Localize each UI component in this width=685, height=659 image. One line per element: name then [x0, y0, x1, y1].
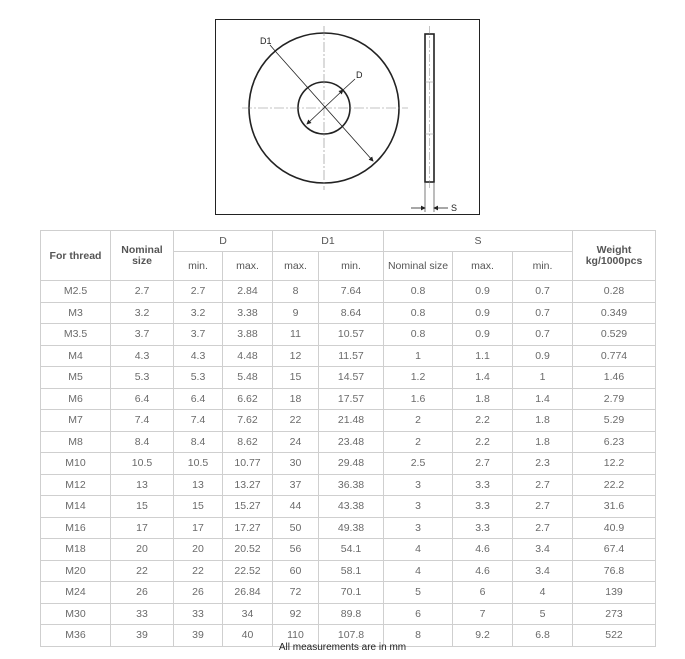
table-row — [41, 281, 656, 303]
table-row — [41, 345, 656, 367]
table-row — [41, 582, 656, 604]
cell-nominal: 2.7 — [111, 281, 174, 303]
cell-s-nominal: 0.8 — [384, 324, 453, 346]
cell-s-max: 2.2 — [453, 431, 513, 453]
cell-weight: 522 — [573, 625, 656, 647]
cell-d-max: 3.38 — [223, 302, 273, 324]
cell-nominal: 20 — [111, 539, 174, 561]
cell-d-max: 6.62 — [223, 388, 273, 410]
cell-thread: M20 — [41, 560, 111, 582]
table-row — [41, 517, 656, 539]
cell-d1-max: 8 — [273, 281, 319, 303]
table-row — [41, 367, 656, 389]
cell-d1-max: 72 — [273, 582, 319, 604]
cell-thread: M3 — [41, 302, 111, 324]
cell-s-max: 4.6 — [453, 560, 513, 582]
table-row — [41, 388, 656, 410]
cell-weight: 22.2 — [573, 474, 656, 496]
cell-s-min: 0.7 — [513, 324, 573, 346]
cell-nominal: 17 — [111, 517, 174, 539]
cell-d1-max: 24 — [273, 431, 319, 453]
cell-d-max: 40 — [223, 625, 273, 647]
cell-d1-min: 43.38 — [319, 496, 384, 518]
washer-diagram-svg — [216, 20, 481, 216]
cell-d-min: 3.2 — [174, 302, 223, 324]
table-row — [41, 474, 656, 496]
cell-thread: M30 — [41, 603, 111, 625]
cell-s-nominal: 6 — [384, 603, 453, 625]
cell-d1-max: 30 — [273, 453, 319, 475]
cell-nominal: 10.5 — [111, 453, 174, 475]
cell-weight: 273 — [573, 603, 656, 625]
cell-weight: 139 — [573, 582, 656, 604]
cell-s-nominal: 8 — [384, 625, 453, 647]
header-s-max: max. — [453, 252, 513, 281]
cell-d-min: 10.5 — [174, 453, 223, 475]
cell-s-max: 3.3 — [453, 517, 513, 539]
cell-d1-max: 11 — [273, 324, 319, 346]
cell-nominal: 8.4 — [111, 431, 174, 453]
cell-s-min: 0.7 — [513, 281, 573, 303]
header-group-d: D — [174, 231, 273, 252]
cell-s-nominal: 0.8 — [384, 281, 453, 303]
cell-d-min: 13 — [174, 474, 223, 496]
cell-nominal: 7.4 — [111, 410, 174, 432]
cell-s-nominal: 4 — [384, 539, 453, 561]
cell-d1-max: 18 — [273, 388, 319, 410]
cell-s-max: 0.9 — [453, 302, 513, 324]
cell-d1-max: 15 — [273, 367, 319, 389]
cell-s-min: 1.4 — [513, 388, 573, 410]
cell-d1-min: 23.48 — [319, 431, 384, 453]
cell-thread: M18 — [41, 539, 111, 561]
cell-s-nominal: 1.6 — [384, 388, 453, 410]
cell-d1-max: 37 — [273, 474, 319, 496]
cell-weight: 67.4 — [573, 539, 656, 561]
cell-d-max: 26.84 — [223, 582, 273, 604]
table-row — [41, 324, 656, 346]
cell-nominal: 4.3 — [111, 345, 174, 367]
cell-thread: M16 — [41, 517, 111, 539]
cell-s-min: 6.8 — [513, 625, 573, 647]
cell-d1-min: 17.57 — [319, 388, 384, 410]
cell-thread: M8 — [41, 431, 111, 453]
cell-s-nominal: 3 — [384, 517, 453, 539]
header-d1-max: max. — [273, 252, 319, 281]
cell-d1-max: 56 — [273, 539, 319, 561]
cell-d1-max: 50 — [273, 517, 319, 539]
cell-thread: M7 — [41, 410, 111, 432]
cell-d1-max: 22 — [273, 410, 319, 432]
cell-d1-min: 36.38 — [319, 474, 384, 496]
cell-d-max: 2.84 — [223, 281, 273, 303]
cell-weight: 76.8 — [573, 560, 656, 582]
cell-s-min: 2.7 — [513, 496, 573, 518]
cell-d-min: 3.7 — [174, 324, 223, 346]
cell-s-nominal: 2.5 — [384, 453, 453, 475]
cell-s-max: 1.4 — [453, 367, 513, 389]
d1-label: D1 — [260, 36, 272, 46]
cell-thread: M4 — [41, 345, 111, 367]
cell-d-min: 39 — [174, 625, 223, 647]
cell-d1-min: 14.57 — [319, 367, 384, 389]
cell-s-max: 7 — [453, 603, 513, 625]
cell-d1-min: 11.57 — [319, 345, 384, 367]
cell-d-min: 4.3 — [174, 345, 223, 367]
cell-nominal: 3.2 — [111, 302, 174, 324]
header-d-min: min. — [174, 252, 223, 281]
cell-d-max: 20.52 — [223, 539, 273, 561]
cell-nominal: 33 — [111, 603, 174, 625]
cell-s-min: 1.8 — [513, 431, 573, 453]
cell-thread: M5 — [41, 367, 111, 389]
cell-s-min: 0.9 — [513, 345, 573, 367]
cell-d-min: 7.4 — [174, 410, 223, 432]
cell-d-min: 6.4 — [174, 388, 223, 410]
cell-weight: 0.349 — [573, 302, 656, 324]
cell-s-max: 9.2 — [453, 625, 513, 647]
cell-nominal: 3.7 — [111, 324, 174, 346]
cell-thread: M12 — [41, 474, 111, 496]
cell-thread: M36 — [41, 625, 111, 647]
cell-d1-max: 92 — [273, 603, 319, 625]
header-s-min: min. — [513, 252, 573, 281]
cell-s-max: 0.9 — [453, 281, 513, 303]
cell-d-min: 5.3 — [174, 367, 223, 389]
cell-s-min: 1 — [513, 367, 573, 389]
cell-d1-min: 58.1 — [319, 560, 384, 582]
cell-s-min: 3.4 — [513, 539, 573, 561]
cell-s-max: 6 — [453, 582, 513, 604]
cell-weight: 1.46 — [573, 367, 656, 389]
cell-d1-min: 29.48 — [319, 453, 384, 475]
cell-s-nominal: 3 — [384, 496, 453, 518]
measurement-footnote: All measurements are in mm — [278, 642, 407, 653]
cell-s-max: 2.2 — [453, 410, 513, 432]
cell-s-max: 2.7 — [453, 453, 513, 475]
cell-d-min: 20 — [174, 539, 223, 561]
cell-s-max: 1.8 — [453, 388, 513, 410]
table-row — [41, 560, 656, 582]
cell-d1-min: 21.48 — [319, 410, 384, 432]
cell-nominal: 6.4 — [111, 388, 174, 410]
cell-weight: 12.2 — [573, 453, 656, 475]
cell-d-max: 5.48 — [223, 367, 273, 389]
cell-nominal: 39 — [111, 625, 174, 647]
cell-s-nominal: 5 — [384, 582, 453, 604]
cell-d1-min: 54.1 — [319, 539, 384, 561]
d1-dimension-line — [276, 52, 373, 161]
cell-s-min: 5 — [513, 603, 573, 625]
cell-weight: 0.529 — [573, 324, 656, 346]
cell-s-min: 2.7 — [513, 517, 573, 539]
header-nominal-size — [111, 231, 174, 281]
cell-d1-max: 110 — [273, 625, 319, 647]
cell-d1-min: 8.64 — [319, 302, 384, 324]
cell-d1-max: 12 — [273, 345, 319, 367]
header-weight — [573, 231, 656, 281]
cell-d1-min: 70.1 — [319, 582, 384, 604]
cell-d-min: 8.4 — [174, 431, 223, 453]
cell-d-max: 22.52 — [223, 560, 273, 582]
header-group-d1: D1 — [273, 231, 384, 252]
table-body — [41, 281, 656, 647]
d-label: D — [356, 70, 363, 80]
cell-nominal: 13 — [111, 474, 174, 496]
cell-weight: 6.23 — [573, 431, 656, 453]
cell-weight: 40.9 — [573, 517, 656, 539]
washer-drawing — [215, 19, 480, 215]
cell-d-min: 15 — [174, 496, 223, 518]
cell-s-max: 1.1 — [453, 345, 513, 367]
cell-d-min: 22 — [174, 560, 223, 582]
header-s-nominal-text: Nominal size — [387, 259, 449, 272]
header-nominal-size-text: Nominal size — [121, 243, 163, 267]
cell-thread: M6 — [41, 388, 111, 410]
cell-d-min: 2.7 — [174, 281, 223, 303]
cell-nominal: 5.3 — [111, 367, 174, 389]
cell-d-max: 4.48 — [223, 345, 273, 367]
table-row — [41, 453, 656, 475]
washer-spec-table — [40, 230, 656, 647]
cell-d-min: 17 — [174, 517, 223, 539]
table-row — [41, 431, 656, 453]
table-row — [41, 539, 656, 561]
cell-d-max: 10.77 — [223, 453, 273, 475]
cell-d-min: 26 — [174, 582, 223, 604]
cell-d-min: 33 — [174, 603, 223, 625]
header-group-s: S — [384, 231, 573, 252]
cell-d-max: 34 — [223, 603, 273, 625]
cell-weight: 31.6 — [573, 496, 656, 518]
cell-thread: M3.5 — [41, 324, 111, 346]
cell-weight: 0.774 — [573, 345, 656, 367]
cell-d1-min: 107.8 — [319, 625, 384, 647]
cell-thread: M24 — [41, 582, 111, 604]
cell-s-min: 2.7 — [513, 474, 573, 496]
cell-thread: M14 — [41, 496, 111, 518]
cell-s-max: 3.3 — [453, 474, 513, 496]
cell-d-max: 15.27 — [223, 496, 273, 518]
cell-s-max: 4.6 — [453, 539, 513, 561]
cell-thread: M2.5 — [41, 281, 111, 303]
cell-d-max: 8.62 — [223, 431, 273, 453]
cell-s-nominal: 0.8 — [384, 302, 453, 324]
s-label: S — [451, 203, 458, 213]
cell-d1-min: 7.64 — [319, 281, 384, 303]
cell-nominal: 15 — [111, 496, 174, 518]
cell-s-nominal: 4 — [384, 560, 453, 582]
header-for-thread: For thread — [41, 231, 111, 281]
cell-s-min: 4 — [513, 582, 573, 604]
table-row — [41, 410, 656, 432]
cell-weight: 2.79 — [573, 388, 656, 410]
cell-d-max: 17.27 — [223, 517, 273, 539]
header-s-nominal — [384, 252, 453, 281]
cell-d1-max: 60 — [273, 560, 319, 582]
cell-s-nominal: 3 — [384, 474, 453, 496]
header-d1-min: min. — [319, 252, 384, 281]
cell-d-max: 3.88 — [223, 324, 273, 346]
cell-d1-min: 89.8 — [319, 603, 384, 625]
cell-s-max: 3.3 — [453, 496, 513, 518]
cell-s-nominal: 2 — [384, 410, 453, 432]
header-d-max: max. — [223, 252, 273, 281]
cell-s-min: 1.8 — [513, 410, 573, 432]
header-weight-text: Weight kg/1000pcs — [585, 243, 643, 267]
cell-nominal: 22 — [111, 560, 174, 582]
cell-weight: 0.28 — [573, 281, 656, 303]
d-dimension-line — [307, 90, 343, 124]
cell-d-max: 7.62 — [223, 410, 273, 432]
cell-weight: 5.29 — [573, 410, 656, 432]
cell-d1-max: 9 — [273, 302, 319, 324]
cell-d1-max: 44 — [273, 496, 319, 518]
d-leader — [343, 79, 355, 90]
table-row — [41, 603, 656, 625]
cell-s-min: 3.4 — [513, 560, 573, 582]
table-row — [41, 302, 656, 324]
cell-d-max: 13.27 — [223, 474, 273, 496]
cell-s-max: 0.9 — [453, 324, 513, 346]
cell-nominal: 26 — [111, 582, 174, 604]
d1-leader — [270, 45, 276, 52]
cell-thread: M10 — [41, 453, 111, 475]
cell-d1-min: 49.38 — [319, 517, 384, 539]
cell-d1-min: 10.57 — [319, 324, 384, 346]
cell-s-nominal: 2 — [384, 431, 453, 453]
cell-s-nominal: 1 — [384, 345, 453, 367]
cell-s-nominal: 1.2 — [384, 367, 453, 389]
cell-s-min: 2.3 — [513, 453, 573, 475]
cell-s-min: 0.7 — [513, 302, 573, 324]
table-row — [41, 496, 656, 518]
